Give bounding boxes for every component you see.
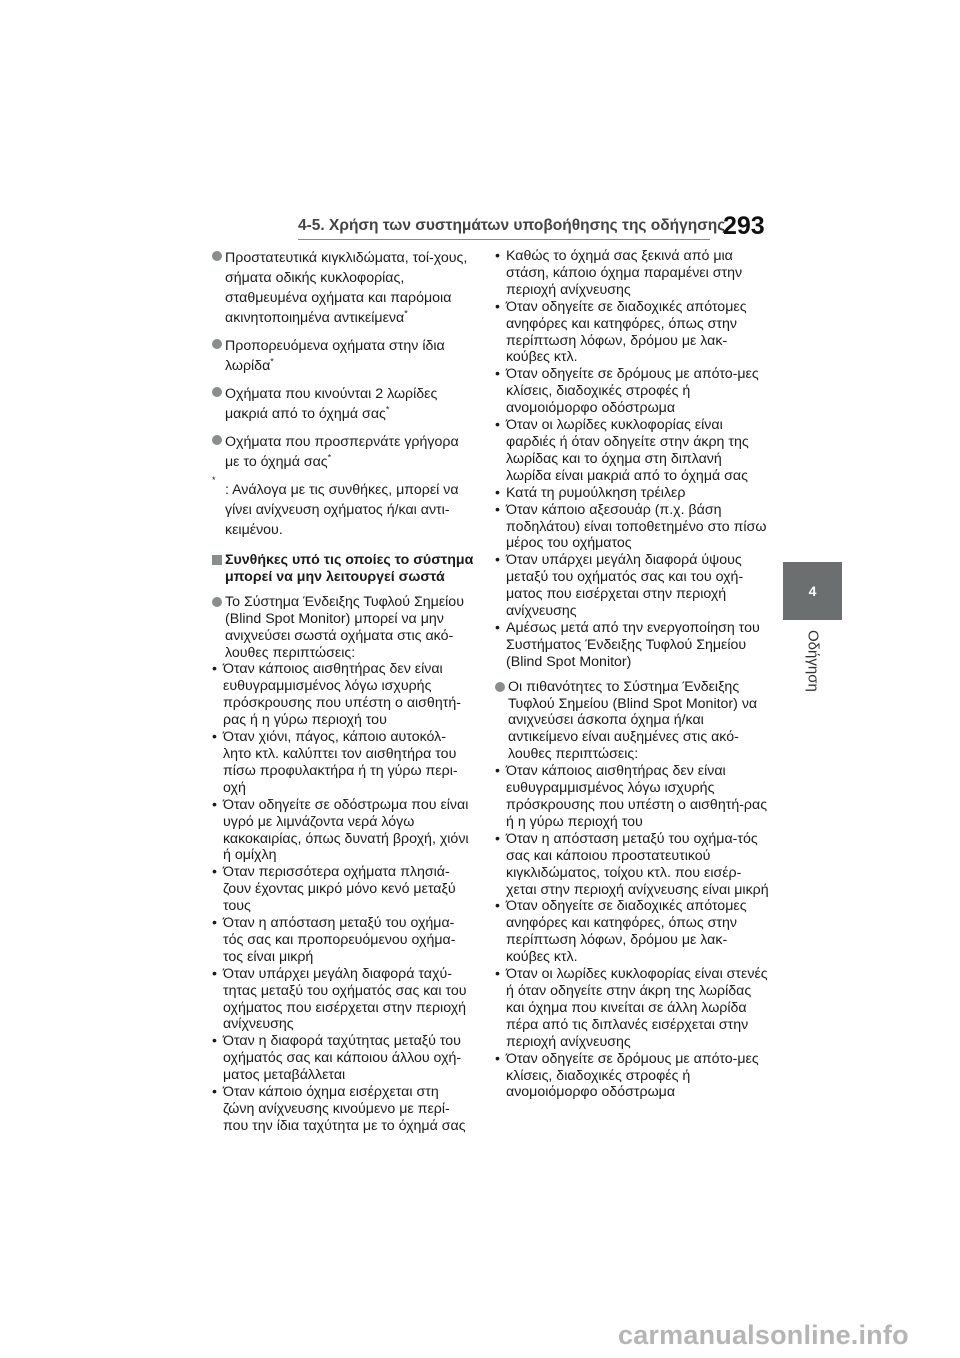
watermark: carmanualsonline.info (618, 1320, 909, 1350)
bullet-dot-icon (212, 387, 222, 397)
list-item: • Όταν οδηγείτε σε διαδοχικές απότομες ανηφόρες και κατηφόρες, όπως στην περίπτωση λόφων, δρόμου με λακ-κούβες κτλ. (495, 898, 770, 966)
item-text: Προπορευόμενα οχήματα στην ίδια λωρίδα (225, 338, 445, 374)
list-item: • Όταν περισσότερα οχήματα πλησιά-ζουν έχοντας μικρό μόνο κενό μεταξύ τους (212, 864, 474, 915)
section-square-icon (212, 555, 222, 565)
item-text: Το Σύστημα Ένδειξης Τυφλού Σημείου (Blind Spot Monitor) μπορεί να μην ανιχνεύσει σωστά οχήματα στις ακό-λουθες περιπτώσεις: (225, 593, 464, 661)
footnote-text: : Ανάλογα με τις συνθήκες, μπορεί να γίνει ανίχνευση οχήματος ή/και αντι-κειμένου. (225, 482, 459, 538)
bullet-dot-icon (212, 339, 222, 349)
list-item: • Όταν οδηγείτε σε οδόστρωμα που είναι υγρό με λιμνάζοντα νερά λόγω κακοκαιρίας, όπως δυνατή βροχή, χιόνι ή ομίχλη (212, 797, 474, 865)
chapter-number: 4 (808, 583, 817, 599)
right-column (495, 248, 770, 1109)
list-item: • Όταν οι λωρίδες κυκλοφορίας είναι φαρδιές ή όταν οδηγείτε στην άκρη της λωρίδας και το όχημα στη διπλανή λωρίδα είναι μακριά από το όχημά σας (495, 417, 770, 485)
list-item (212, 336, 474, 376)
list-item: • Όταν η απόσταση μεταξύ του οχήμα-τός σας και κάποιου προστατευτικού κιγκλιδώματος, τοίχου κτλ. που εισέρ-χεται στην περιοχή ανίχνευσης είναι μικρή (495, 831, 770, 899)
condition-list (495, 248, 770, 671)
list-item: • Όταν κάποιος αισθητήρας δεν είναι ευθυγραμμισμένος λόγω ισχυρής πρόσκρουσης που υπέστη ο αισθητή-ρας ή η γύρω περιοχή του (212, 661, 474, 729)
bullet-dot-icon (212, 435, 222, 445)
header-divider (298, 239, 710, 240)
item-text: Οχήματα που κινούνται 2 λωρίδες μακριά από το όχημά σας (225, 386, 438, 422)
footnote-ref: * (404, 308, 408, 319)
footnote-ref: * (385, 404, 390, 415)
section-title: 4-5. Χρήση των συστημάτων υποβοήθησης της οδήγησης (298, 217, 726, 234)
list-item: • Όταν χιόνι, πάγος, κάποιο αυτοκόλ-λητο κτλ. καλύπτει τον αισθητήρα του πίσω προφυλακτήρα ή τη γύρω περι-οχή (212, 729, 474, 797)
list-item: • Όταν οδηγείτε σε διαδοχικές απότομες ανηφόρες και κατηφόρες, όπως στην περίπτωση λόφων, δρόμου με λακ-κούβες κτλ. (495, 299, 770, 367)
list-item (212, 594, 474, 1135)
item-text: Οχήματα που προσπερνάτε γρήγορα με το όχημά σας (225, 434, 459, 470)
chapter-tab[interactable] (783, 562, 842, 620)
list-item (212, 248, 474, 328)
list-item: • Όταν η διαφορά ταχύτητας μεταξύ του οχήματός σας και κάποιου άλλου οχή-ματος μεταβάλλεται (212, 1033, 474, 1084)
list-item: • Όταν οδηγείτε σε δρόμους με απότο-μες κλίσεις, διαδοχικές στροφές ή ανομοιόμορφο οδόστρωμα (495, 366, 770, 417)
list-item: • Όταν οι λωρίδες κυκλοφορίας είναι στενές ή όταν οδηγείτε στην άκρη της λωρίδας και όχημα που κινείται σε άλλη λωρίδα πέρα από τις διπλανές εισέρχεται στην περιοχή ανίχνευσης (495, 966, 770, 1051)
list-item (212, 432, 474, 472)
bullet-dot-icon (212, 597, 222, 607)
condition-list (212, 661, 474, 1134)
list-item (212, 384, 474, 424)
condition-list (495, 763, 770, 1101)
chapter-label: Οδήγηση (804, 630, 822, 692)
list-item: • Όταν κάποιος αισθητήρας δεν είναι ευθυγραμμισμένος λόγω ισχυρής πρόσκρουσης που υπέστη ο αισθητή-ρας ή η γύρω περιοχή του (495, 763, 770, 831)
list-item: • Όταν υπάρχει μεγάλη διαφορά ύψους μεταξύ του οχήματός σας και του οχή-ματος που εισέρχεται στην περιοχή ανίχνευσης (495, 552, 770, 620)
list-item: • Όταν η απόσταση μεταξύ του οχήμα-τός σας και προπορευόμενου οχήμα-τος είναι μικρή (212, 915, 474, 966)
item-text: Προστατευτικά κιγκλιδώματα, τοί-χους, σήματα οδικής κυκλοφορίας, σταθμευμένα οχήματα και παρόμοια ακινητοποιημένα αντικείμενα (225, 250, 468, 326)
footnote: * : Ανάλογα με τις συνθήκες, μπορεί να γίνει ανίχνευση οχήματος ή/και αντι-κειμένου. (212, 475, 459, 538)
list-item: • Αμέσως μετά από την ενεργοποίηση του Συστήματος Ένδειξης Τυφλού Σημείου (Blind Spot Monitor) (495, 620, 770, 671)
section-heading-text: Συνθήκες υπό τις οποίες το σύστημα μπορεί να μην λειτουργεί σωστά (225, 552, 474, 585)
bullet-dot-icon (495, 682, 505, 692)
bullet-dot-icon (212, 251, 222, 261)
list-item: • Όταν κάποιο όχημα εισέρχεται στη ζώνη ανίχνευσης κινούμενο με περί-που την ίδια ταχύτητα με το όχημά σας (212, 1084, 474, 1135)
list-item: • Όταν υπάρχει μεγάλη διαφορά ταχύ-τητας μεταξύ του οχήματός σας και του οχήματος που εισέρχεται στην περιοχή ανίχνευσης (212, 966, 474, 1034)
left-column (212, 248, 474, 1135)
item-text: Οι πιθανότητες το Σύστημα Ένδειξης Τυφλού Σημείου (Blind Spot Monitor) να ανιχνεύσει άσκοπα όχημα ή/και αντικείμενο είναι αυξημένες στις ακό-λουθες περιπτώσεις: (508, 678, 758, 763)
list-item: • Κατά τη ρυμούλκηση τρέιλερ (495, 485, 770, 502)
section-heading (212, 552, 474, 586)
list-item: • Όταν κάποιο αξεσουάρ (π.χ. βάση ποδηλάτου) είναι τοποθετημένο στο πίσω μέρος του οχήματος (495, 502, 770, 553)
list-item: • Όταν οδηγείτε σε δρόμους με απότο-μες κλίσεις, διαδοχικές στροφές ή ανομοιόμορφο οδόστρωμα (495, 1051, 770, 1102)
list-item (495, 679, 770, 1102)
footnote-ref: * (270, 356, 274, 367)
page-number: 293 (723, 212, 765, 240)
list-item: • Καθώς το όχημά σας ξεκινά από μια στάση, κάποιο όχημα παραμένει στην περιοχή ανίχνευσης (495, 248, 770, 299)
footnote-ref: * (327, 452, 332, 463)
